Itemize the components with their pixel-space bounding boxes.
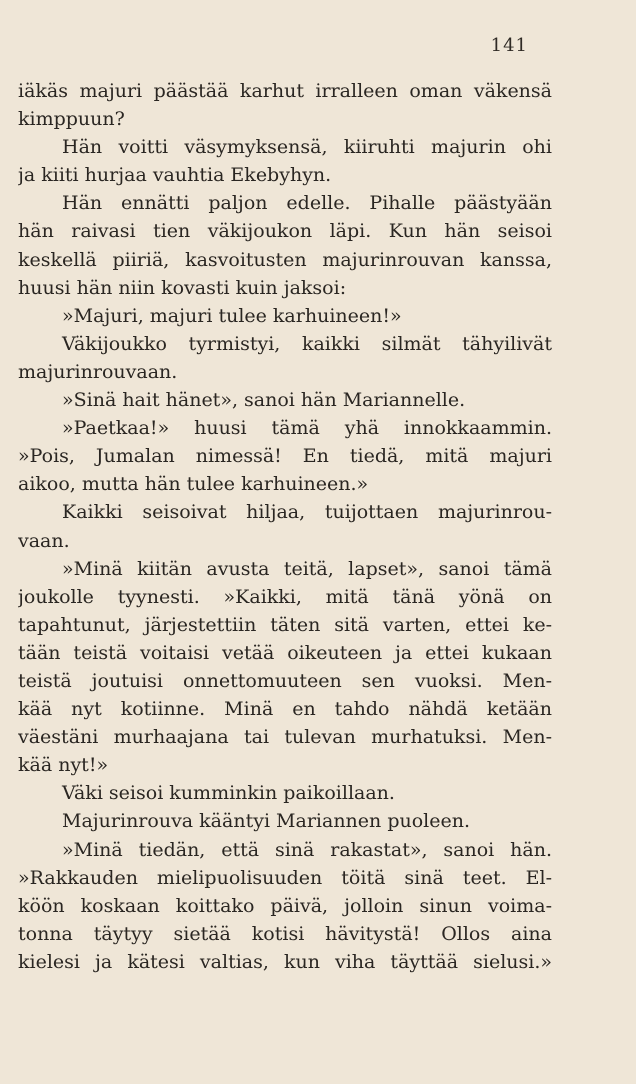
text-line: »Rakkauden mielipuolisuuden töitä sinä teet. El- (18, 866, 552, 889)
text-line: iäkäs majuri päästää karhut irralleen oman väkensä (18, 80, 552, 102)
text-line: tapahtunut, järjestettiin täten sitä varten, ettei ke- (18, 613, 552, 636)
text-line: kää nyt!» (18, 754, 109, 777)
page-number: 141 (490, 35, 528, 56)
text-line: ja kiiti hurjaa vauhtia Ekebyhyn. (18, 164, 332, 187)
text-line: Majurinrouva kääntyi Mariannen puoleen. (62, 810, 470, 833)
text-line: Väkijoukko tyrmistyi, kaikki silmät tähyilivät (62, 332, 552, 355)
text-line: vaan. (18, 529, 70, 552)
text-line: »Paetkaa!» huusi tämä yhä innokkaammin. (62, 417, 552, 440)
body-text (18, 77, 552, 976)
text-line: kimppuun? (18, 108, 125, 131)
text-line: majurinrouvaan. (18, 360, 178, 383)
text-line: hän raivasi tien väkijoukon läpi. Kun hän seisoi (18, 220, 552, 243)
text-line: huusi hän niin kovasti kuin jaksoi: (18, 276, 347, 299)
text-line: tonna täytyy sietää kotisi hävitystä! Ollos aina (18, 922, 552, 945)
text-line: Hän ennätti paljon edelle. Pihalle päästyään (62, 192, 552, 215)
text-line: »Minä tiedän, että sinä rakastat», sanoi hän. (62, 838, 552, 861)
text-line: Väki seisoi kumminkin paikoillaan. (62, 782, 395, 805)
text-line: keskellä piiriä, kasvoitusten majurinrouvan kanssa, (18, 248, 552, 271)
text-line: »Minä kiitän avusta teitä, lapset», sanoi tämä (62, 557, 552, 580)
text-line: Hän voitti väsymyksensä, kiiruhti majurin ohi (62, 136, 552, 159)
text-line: joukolle tyynesti. »Kaikki, mitä tänä yönä on (18, 585, 552, 608)
text-line: Kaikki seisoivat hiljaa, tuijottaen majurinrou- (62, 501, 552, 524)
text-line: aikoo, mutta hän tulee karhuineen.» (18, 473, 369, 496)
text-line: kielesi ja kätesi valtias, kun viha täyttää sielusi.» (18, 950, 552, 973)
text-line: kää nyt kotiinne. Minä en tahdo nähdä ketään (18, 698, 552, 721)
text-line: »Sinä hait hänet», sanoi hän Mariannelle. (62, 389, 466, 412)
text-line: teistä joutuisi onnettomuuteen sen vuoksi. Men- (18, 669, 552, 692)
text-line: väestäni murhaajana tai tulevan murhatuksi. Men- (18, 726, 552, 749)
text-line: tään teistä voitaisi vetää oikeuteen ja ettei kukaan (18, 641, 552, 664)
text-line: »Majuri, majuri tulee karhuineen!» (62, 304, 402, 327)
text-line: köön koskaan koittako päivä, jolloin sinun voima- (18, 894, 552, 917)
text-line: »Pois, Jumalan nimessä! En tiedä, mitä majuri (18, 445, 552, 468)
